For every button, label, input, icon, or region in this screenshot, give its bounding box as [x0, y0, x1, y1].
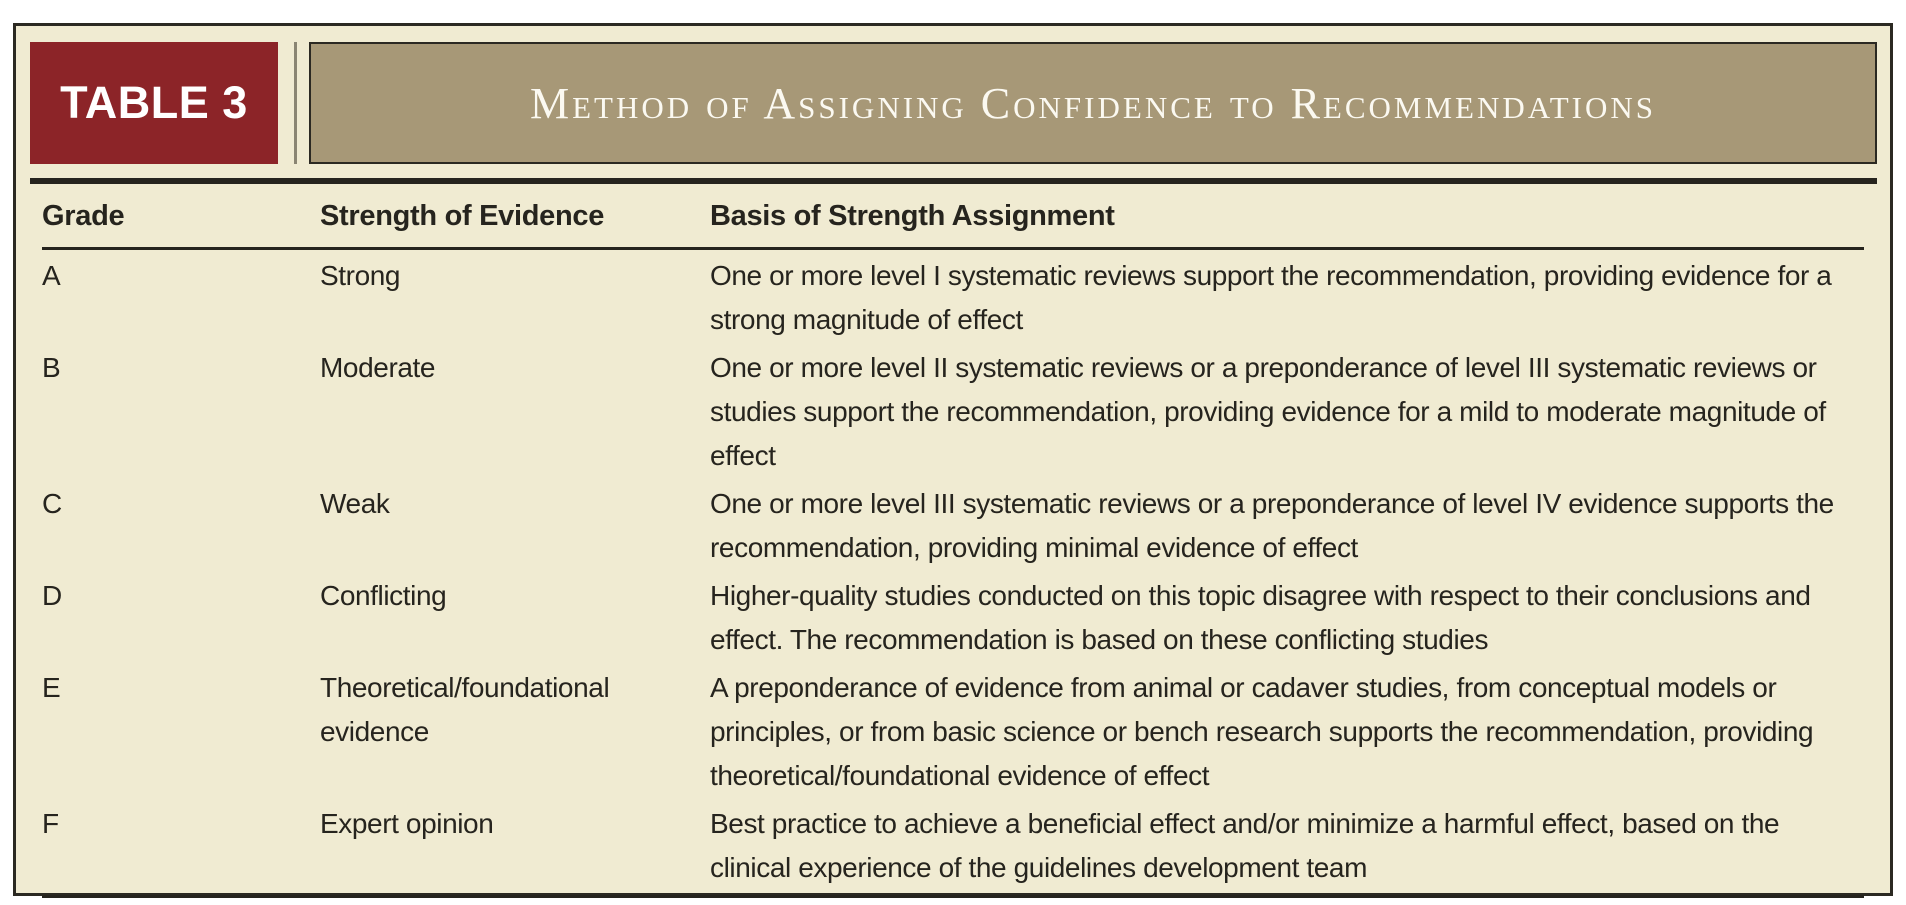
basis-cell: One or more level II systematic reviews or a preponderance of level III systematic reviews or studies support the recommendation, providing evidence for a mild to moderate magnitude of effect	[710, 352, 1826, 471]
header-rule	[30, 178, 1877, 184]
grade-cell: E	[42, 672, 61, 703]
table-row	[42, 662, 1864, 798]
basis-cell: A preponderance of evidence from animal or cadaver studies, from conceptual models or principles, or from basic science or bench research supports the recommendation, providing theoretical/foundational evidence of effect	[710, 672, 1814, 791]
table-title-box	[309, 42, 1877, 164]
basis-cell: Best practice to achieve a beneficial effect and/or minimize a harmful effect, based on the clinical experience of the guidelines development team	[710, 798, 1864, 897]
strength-cell: Expert opinion	[320, 798, 710, 897]
header-divider	[294, 42, 297, 164]
table-header-row	[42, 194, 1864, 249]
table-figure-frame	[13, 23, 1893, 896]
strength-cell: Moderate	[320, 352, 436, 383]
basis-cell: One or more level III systematic reviews or a preponderance of level IV evidence supports the recommendation, providing minimal evidence of effect	[710, 488, 1834, 563]
strength-cell: Strong	[320, 260, 401, 291]
column-header-grade: Grade	[42, 194, 320, 249]
grade-cell: C	[42, 488, 62, 519]
grade-cell: B	[42, 352, 61, 383]
grade-cell: A	[42, 260, 61, 291]
table-row	[42, 342, 1864, 478]
table-body	[42, 249, 1864, 897]
table-row	[42, 478, 1864, 570]
table-row	[42, 249, 1864, 343]
basis-cell: One or more level I systematic reviews support the recommendation, providing evidence for a strong magnitude of effect	[710, 260, 1832, 335]
grade-cell: D	[42, 580, 62, 611]
table-row	[42, 798, 1864, 897]
table-row	[42, 570, 1864, 662]
basis-cell: Higher-quality studies conducted on this topic disagree with respect to their conclusions and effect. The recommendation is based on these conflicting studies	[710, 580, 1811, 655]
evidence-grade-table	[42, 194, 1864, 898]
table-number-chip	[30, 42, 278, 164]
grade-cell: F	[42, 798, 320, 897]
table-number-label: TABLE 3	[60, 77, 248, 128]
table-title: Method of Assigning Confidence to Recommendations	[530, 78, 1656, 128]
strength-cell: Theoretical/foundational evidence	[320, 672, 610, 747]
strength-cell: Conflicting	[320, 580, 447, 611]
column-header-basis: Basis of Strength Assignment	[710, 194, 1864, 249]
column-header-strength: Strength of Evidence	[320, 194, 710, 249]
strength-cell: Weak	[320, 488, 390, 519]
